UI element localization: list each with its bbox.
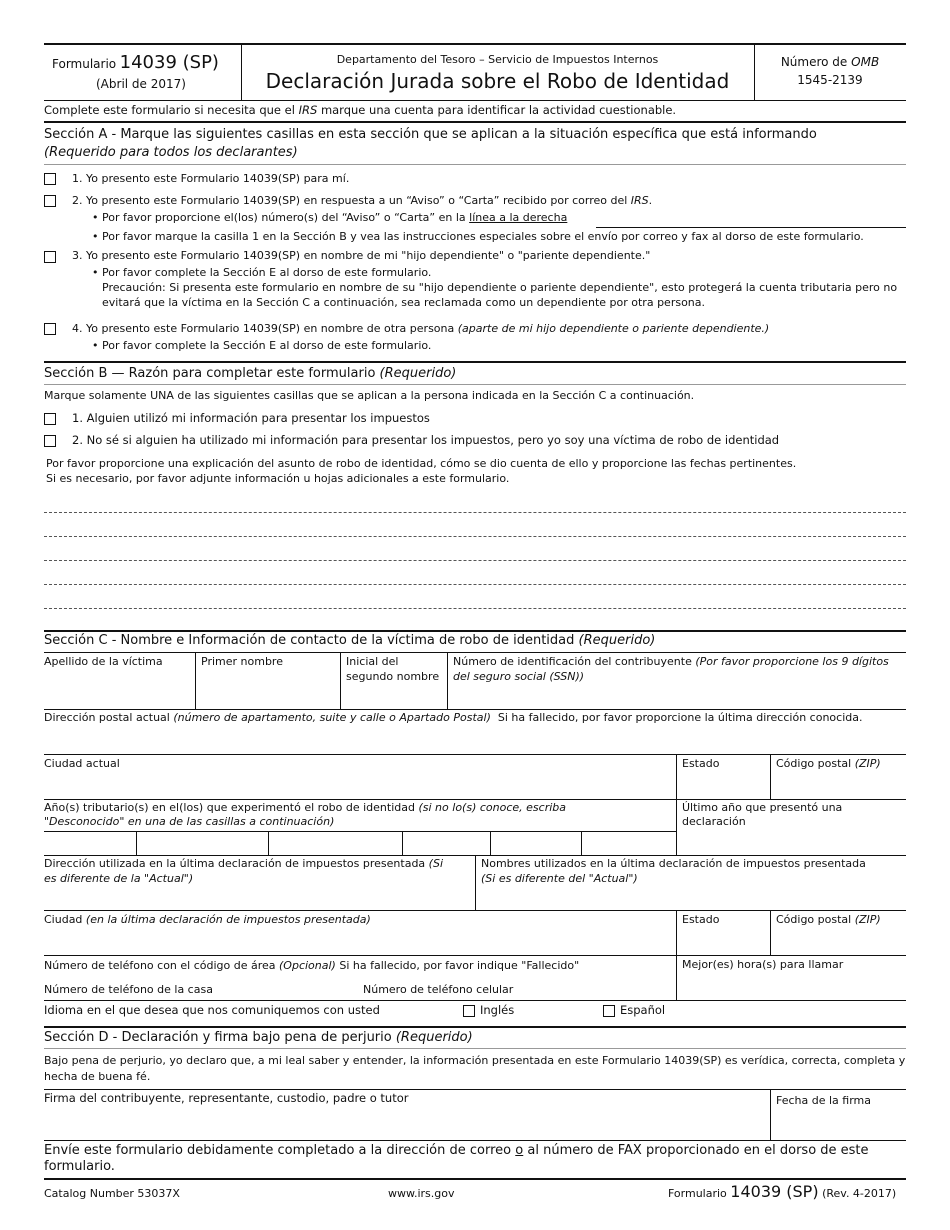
section-b-subrule xyxy=(44,384,906,385)
section-a-caution-2: evitará que la víctima en la Sección C a continuación, sea reclamada como un dependiente por otra persona. xyxy=(102,296,706,309)
section-a-rule xyxy=(44,121,906,123)
catalog-number: Catalog Number 53037X xyxy=(44,1187,180,1200)
last-return-address-field[interactable] xyxy=(44,887,474,909)
last-return-state-field[interactable] xyxy=(682,928,768,954)
best-time-label: Mejor(es) hora(s) para llamar xyxy=(682,958,844,971)
last-return-city-field[interactable] xyxy=(44,928,674,954)
notice-number-line[interactable] xyxy=(596,227,906,228)
divider xyxy=(44,799,906,800)
tax-year-box-3[interactable] xyxy=(269,832,401,854)
irs-website-link[interactable]: www.irs.gov xyxy=(388,1187,455,1200)
footer-form-id: Formulario 14039 (SP) (Rev. 4-2017) xyxy=(668,1182,897,1201)
explanation-line-5[interactable] xyxy=(44,608,906,609)
first-name-field[interactable] xyxy=(201,670,339,708)
middle-initial-label-2: segundo nombre xyxy=(346,670,440,683)
explanation-line-1[interactable] xyxy=(44,512,906,513)
section-d-subrule xyxy=(44,1048,906,1049)
divider xyxy=(340,653,341,709)
tax-year-box-2[interactable] xyxy=(137,832,267,854)
explanation-line-4[interactable] xyxy=(44,584,906,585)
tax-years-label-2: "Desconocido" en una de las casillas a continuación) xyxy=(44,815,335,828)
section-a-subtitle: (Requerido para todos los declarantes) xyxy=(44,145,298,160)
footer-rule xyxy=(44,1178,906,1180)
section-d-title: Sección D - Declaración y firma bajo pena de perjurio (Requerido) xyxy=(44,1030,473,1045)
english-checkbox[interactable] xyxy=(463,1005,475,1017)
tax-years-label: Año(s) tributario(s) en el(los) que experimentó el robo de identidad (si no lo(s) conoce, escriba xyxy=(44,801,566,814)
section-a-checkbox-3[interactable] xyxy=(44,251,56,263)
section-a-item-3-bullet-1: • Por favor complete la Sección E al dorso de este formulario. xyxy=(92,266,432,279)
intro-text: Complete este formulario si necesita que el IRS marque una cuenta para identificar la actividad cuestionable. xyxy=(44,103,677,117)
phone-label: Número de teléfono con el código de área (Opcional) Si ha fallecido, por favor indique "Fallecido" xyxy=(44,959,580,972)
victim-last-name-field[interactable] xyxy=(44,670,194,708)
section-b-rule xyxy=(44,361,906,363)
last-return-names-field[interactable] xyxy=(481,887,905,909)
signature-date-field[interactable] xyxy=(776,1109,904,1139)
section-b-explain-1: Por favor proporcione una explicación del asunto de robo de identidad, cómo se dio cuenta de ello y proporcione las fechas pertinentes. xyxy=(46,457,797,470)
signature-date-label: Fecha de la firma xyxy=(776,1094,872,1107)
perjury-text-1: Bajo pena de perjurio, yo declaro que, a mi leal saber y entender, la información presentada en este Formulario 14039(SP) es verídica, correcta, completa y xyxy=(44,1054,906,1067)
section-b-item-2: 2. No sé si alguien ha utilizado mi información para presentar los impuestos, pero yo soy una víctima de robo de identidad xyxy=(72,433,780,447)
section-a-item-2-bullet-2: • Por favor marque la casilla 1 en la Sección B y vea las instrucciones especiales sobre el envío por correo y fax al dorso de este formulario. xyxy=(92,230,864,243)
victim-last-name-label: Apellido de la víctima xyxy=(44,655,163,668)
send-instructions: Envíe este formulario debidamente completado a la dirección de correo o al número de FAX proporcionado en el dorso de este xyxy=(44,1143,869,1158)
explanation-line-3[interactable] xyxy=(44,560,906,561)
english-label: Inglés xyxy=(480,1003,515,1017)
divider xyxy=(475,856,476,910)
section-a-subrule xyxy=(44,164,906,165)
section-a-item-1: 1. Yo presento este Formulario 14039(SP) para mí. xyxy=(72,172,350,185)
last-year-filed-label-2: declaración xyxy=(682,815,746,828)
section-a-item-4: 4. Yo presento este Formulario 14039(SP) en nombre de otra persona (aparte de mi hijo dependiente o pariente dependiente.) xyxy=(72,322,770,335)
section-a-item-2-bullet-1: • Por favor proporcione el(los) número(s) del “Aviso” o “Carta” en la línea a la derecha xyxy=(92,211,568,224)
department: Departamento del Tesoro – Servicio de Impuestos Internos xyxy=(336,53,659,66)
section-c-subrule xyxy=(44,652,906,653)
tax-year-box-6[interactable] xyxy=(582,832,675,854)
signature-field[interactable] xyxy=(44,1107,768,1139)
spanish-label: Español xyxy=(620,1003,666,1017)
header-divider-right xyxy=(754,44,755,100)
divider xyxy=(770,911,771,955)
section-b-explain-2: Si es necesario, por favor adjunte información u hojas adicionales a este formulario. xyxy=(46,472,510,485)
section-c-title: Sección C - Nombre e Información de contacto de la víctima de robo de identidad (Requerido) xyxy=(44,633,656,648)
mailing-address-field[interactable] xyxy=(44,727,906,753)
send-instructions-2: formulario. xyxy=(44,1159,115,1174)
tax-year-box-4[interactable] xyxy=(403,832,489,854)
last-return-state-label: Estado xyxy=(682,913,720,926)
current-city-label: Ciudad actual xyxy=(44,757,120,770)
divider xyxy=(676,956,677,1000)
divider xyxy=(44,754,906,755)
last-return-names-label-2: (Si es diferente del "Actual") xyxy=(481,872,638,885)
divider xyxy=(770,755,771,799)
last-return-address-label-2: es diferente de la "Actual") xyxy=(44,872,194,885)
section-b-instruction: Marque solamente UNA de las siguientes casillas que se aplican a la persona indicada en la Sección C a continuación. xyxy=(44,389,695,402)
divider xyxy=(44,709,906,710)
divider xyxy=(195,653,196,709)
omb-number: 1545-2139 xyxy=(797,73,863,87)
section-a-item-2: 2. Yo presento este Formulario 14039(SP) en respuesta a un “Aviso” o “Carta” recibido por correo del IRS. xyxy=(72,194,653,207)
section-b-checkbox-2[interactable] xyxy=(44,435,56,447)
header-bottom-rule xyxy=(44,100,906,101)
mailing-address-label: Dirección postal actual (número de apartamento, suite y calle o Apartado Postal) Si ha fallecido, por favor proporcione la última dirección conocida. xyxy=(44,711,863,724)
section-b-title: Sección B — Razón para completar este formulario (Requerido) xyxy=(44,366,457,381)
state-label: Estado xyxy=(682,757,720,770)
section-a-item-3: 3. Yo presento este Formulario 14039(SP) en nombre de mi "hijo dependiente" o "pariente dependiente." xyxy=(72,249,651,262)
signature-label: Firma del contribuyente, representante, custodio, padre o tutor xyxy=(44,1091,409,1105)
spanish-checkbox[interactable] xyxy=(603,1005,615,1017)
divider xyxy=(770,1090,771,1140)
section-a-item-4-bullet-1: • Por favor complete la Sección E al dorso de este formulario. xyxy=(92,339,432,352)
section-d-rule xyxy=(44,1026,906,1028)
tin-label: Número de identificación del contribuyente (Por favor proporcione los 9 dígitos xyxy=(453,655,889,668)
divider xyxy=(676,800,677,855)
section-b-checkbox-1[interactable] xyxy=(44,413,56,425)
zip-field[interactable] xyxy=(776,772,904,798)
form-date: (Abril de 2017) xyxy=(96,77,186,91)
divider xyxy=(44,1140,906,1141)
middle-initial-label-1: Inicial del xyxy=(346,655,399,668)
language-label: Idioma en el que desea que nos comuniquemos con usted xyxy=(44,1003,380,1017)
tax-year-box-1[interactable] xyxy=(44,832,135,854)
section-a-title: Sección A - Marque las siguientes casillas en esta sección que se aplican a la situación específica que está informando xyxy=(44,127,817,142)
section-c-rule xyxy=(44,630,906,632)
state-field[interactable] xyxy=(682,772,768,798)
divider xyxy=(44,1000,906,1001)
divider xyxy=(44,910,906,911)
last-return-zip-field[interactable] xyxy=(776,928,904,954)
divider xyxy=(44,1089,906,1090)
home-phone-label: Número de teléfono de la casa xyxy=(44,983,213,996)
zip-label: Código postal (ZIP) xyxy=(776,757,881,770)
last-year-filed-label-1: Último año que presentó una xyxy=(682,801,843,814)
divider xyxy=(447,653,448,709)
form-title: Declaración Jurada sobre el Robo de Identidad xyxy=(265,69,730,93)
form-number: 14039 (SP) xyxy=(119,52,219,73)
section-a-caution-1: Precaución: Si presenta este formulario en nombre de su "hijo dependiente o pariente dependiente", esto protegerá la cuenta tributaria pero no xyxy=(102,281,898,294)
divider xyxy=(44,955,906,956)
perjury-text-2: hecha de buena fé. xyxy=(44,1070,151,1083)
form-id: Formulario 14039 (SP) xyxy=(52,52,219,73)
tin-label-2: del seguro social (SSN)) xyxy=(453,670,585,683)
best-time-field[interactable] xyxy=(682,973,904,999)
footer-form-number: 14039 (SP) xyxy=(730,1182,819,1201)
divider xyxy=(676,911,677,955)
section-a-checkbox-1[interactable] xyxy=(44,173,56,185)
top-rule xyxy=(44,43,906,45)
cell-phone-label: Número de teléfono celular xyxy=(363,983,514,996)
explanation-line-2[interactable] xyxy=(44,536,906,537)
last-return-names-label: Nombres utilizados en la última declaración de impuestos presentada xyxy=(481,857,866,870)
section-a-checkbox-2[interactable] xyxy=(44,195,56,207)
omb-label: Número de OMB xyxy=(780,55,880,69)
last-return-zip-label: Código postal (ZIP) xyxy=(776,913,881,926)
last-return-city-label: Ciudad (en la última declaración de impuestos presentada) xyxy=(44,913,371,926)
section-b-item-1: 1. Alguien utilizó mi información para presentar los impuestos xyxy=(72,411,430,425)
divider xyxy=(676,755,677,799)
section-a-checkbox-4[interactable] xyxy=(44,323,56,335)
last-return-address-label: Dirección utilizada en la última declaración de impuestos presentada (Si xyxy=(44,857,444,870)
first-name-label: Primer nombre xyxy=(201,655,283,668)
tax-year-box-5[interactable] xyxy=(491,832,580,854)
current-city-field[interactable] xyxy=(44,772,674,798)
